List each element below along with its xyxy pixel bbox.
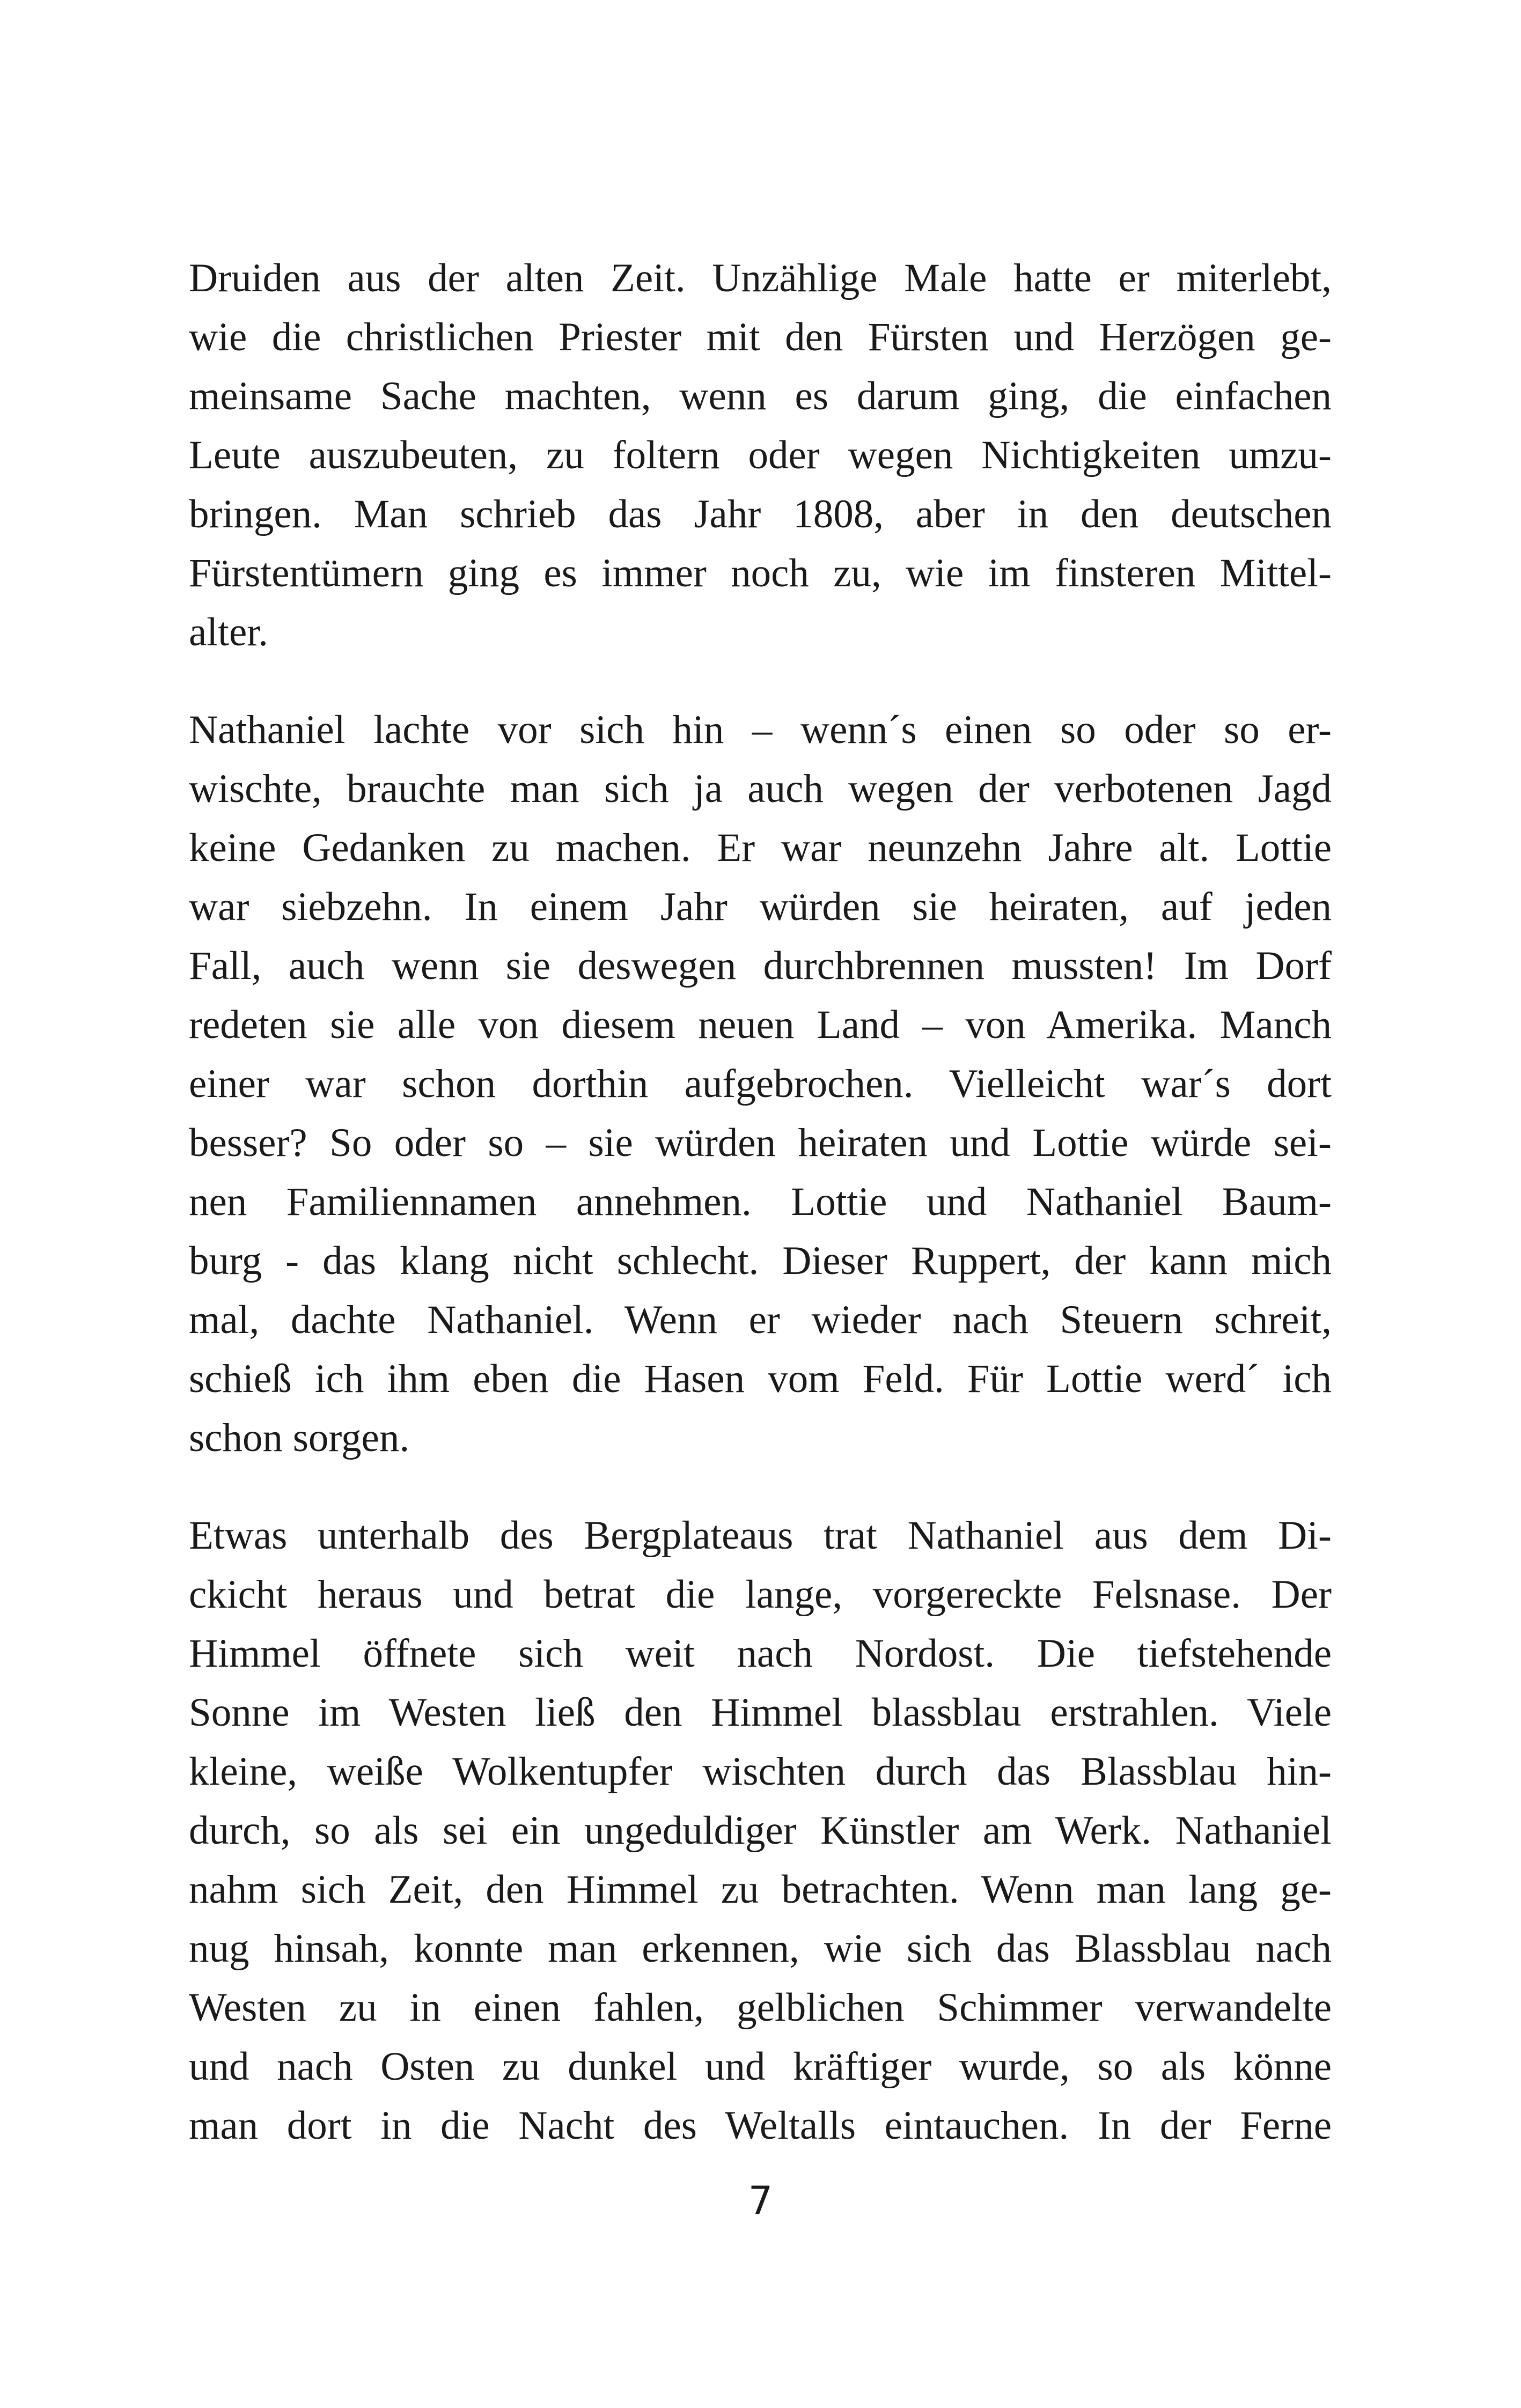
text-line: keine Gedanken zu machen. Er war neunzehn Jahre alt. Lottie — [189, 826, 1332, 870]
text-line: Etwas unterhalb des Bergplateaus trat Nathaniel aus dem Di- — [189, 1513, 1332, 1558]
text-line: man dort in die Nacht des Weltalls eintauchen. In der Ferne — [189, 2103, 1332, 2148]
text-line: Fall, auch wenn sie deswegen durchbrennen mussten! Im Dorf — [189, 944, 1332, 988]
body-text — [189, 249, 1332, 2194]
text-line: Himmel öffnete sich weit nach Nordost. Die tiefstehende — [189, 1631, 1332, 1676]
text-line: nen Familiennamen annehmen. Lottie und Nathaniel Baum- — [189, 1180, 1332, 1224]
paragraph-2 — [189, 701, 1332, 1468]
paragraph-3 — [189, 1506, 1332, 2155]
text-line: Sonne im Westen ließ den Himmel blassblau erstrahlen. Viele — [189, 1690, 1332, 1735]
text-line: alter. — [189, 610, 268, 654]
text-line: burg - das klang nicht schlecht. Dieser Ruppert, der kann mich — [189, 1239, 1332, 1283]
text-line: schieß ich ihm eben die Hasen vom Feld. Für Lottie werd´ ich — [189, 1357, 1332, 1401]
text-line: Druiden aus der alten Zeit. Unzählige Male hatte er miterlebt, — [189, 256, 1332, 300]
text-line: ckicht heraus und betrat die lange, vorgereckte Felsnase. Der — [189, 1572, 1332, 1617]
text-line: bringen. Man schrieb das Jahr 1808, aber in den deutschen — [189, 492, 1332, 536]
text-line: nug hinsah, konnte man erkennen, wie sich das Blassblau nach — [189, 1926, 1332, 1971]
text-line: durch, so als sei ein ungeduldiger Künstler am Werk. Nathaniel — [189, 1808, 1332, 1853]
text-line: kleine, weiße Wolkentupfer wischten durch das Blassblau hin- — [189, 1749, 1332, 1794]
text-line: meinsame Sache machten, wenn es darum ging, die einfachen — [189, 374, 1332, 418]
text-line: Fürstentümern ging es immer noch zu, wie im finsteren Mittel- — [189, 551, 1332, 595]
text-line: Leute auszubeuten, zu foltern oder wegen Nichtigkeiten umzu- — [189, 433, 1332, 477]
text-line: und nach Osten zu dunkel und kräftiger wurde, so als könne — [189, 2044, 1332, 2089]
text-line: einer war schon dorthin aufgebrochen. Vielleicht war´s dort — [189, 1062, 1332, 1106]
text-line: schon sorgen. — [189, 1416, 410, 1460]
paragraph-1 — [189, 249, 1332, 662]
text-line: war siebzehn. In einem Jahr würden sie heiraten, auf jeden — [189, 885, 1332, 929]
text-line: wischte, brauchte man sich ja auch wegen der verbotenen Jagd — [189, 767, 1332, 811]
text-line: mal, dachte Nathaniel. Wenn er wieder nach Steuern schreit, — [189, 1298, 1332, 1342]
text-line: Westen zu in einen fahlen, gelblichen Schimmer verwandelte — [189, 1985, 1332, 2030]
text-line: nahm sich Zeit, den Himmel zu betrachten. Wenn man lang ge- — [189, 1867, 1332, 1912]
text-line: wie die christlichen Priester mit den Fürsten und Herzögen ge- — [189, 315, 1332, 359]
text-line: redeten sie alle von diesem neuen Land – von Amerika. Manch — [189, 1003, 1332, 1047]
text-line: Nathaniel lachte vor sich hin – wenn´s einen so oder so er- — [189, 708, 1332, 752]
page-number: 7 — [748, 2178, 773, 2223]
text-line: besser? So oder so – sie würden heiraten und Lottie würde sei- — [189, 1121, 1332, 1165]
